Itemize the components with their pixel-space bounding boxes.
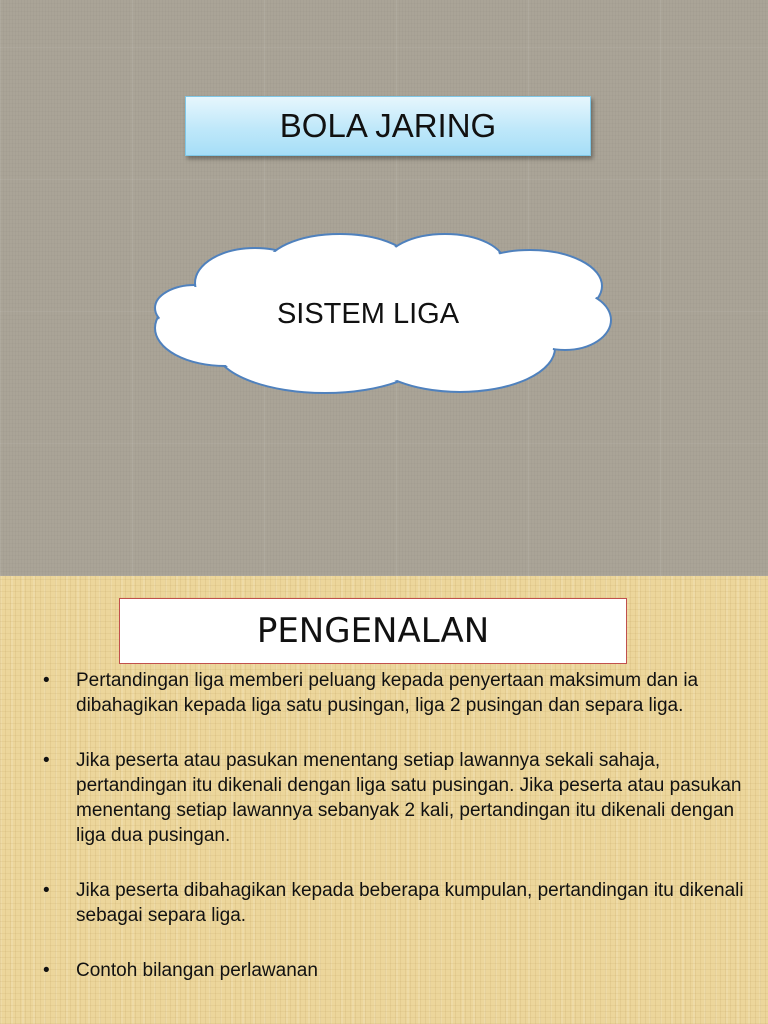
bullet-icon: • [43, 670, 50, 691]
cloud-shape [150, 228, 620, 408]
bullet-text: Contoh bilangan perlawanan [76, 960, 318, 981]
bullet-list [0, 668, 768, 983]
list-item [0, 668, 768, 718]
bullet-icon: • [43, 880, 50, 901]
bullet-text: Jika peserta atau pasukan menentang setiap lawannya sekali sahaja, pertandingan itu dikenali dengan liga satu pusingan. Jika peserta atau pasukan menentang setiap lawannya sebanyak 2 kali, pertandingan itu dikenali dengan liga dua pusingan. [76, 750, 742, 846]
bullet-text: Jika peserta dibahagikan kepada beberapa kumpulan, pertandingan itu dikenali sebagai separa liga. [76, 880, 744, 926]
cloud-text: SISTEM LIGA [276, 298, 460, 330]
slide-heading: PENGENALAN [256, 611, 490, 651]
list-item [0, 748, 768, 848]
slide-title-text: BOLA JARING [279, 107, 497, 144]
slide-introduction [0, 576, 768, 1024]
title-box [185, 96, 591, 156]
list-item [0, 958, 768, 983]
bullet-icon: • [43, 750, 50, 771]
list-item [0, 878, 768, 928]
bullet-icon: • [43, 960, 50, 981]
bullet-text: Pertandingan liga memberi peluang kepada penyertaan maksimum dan ia dibahagikan kepada liga satu pusingan, liga 2 pusingan dan separa liga. [76, 670, 699, 716]
heading-box [119, 598, 627, 664]
